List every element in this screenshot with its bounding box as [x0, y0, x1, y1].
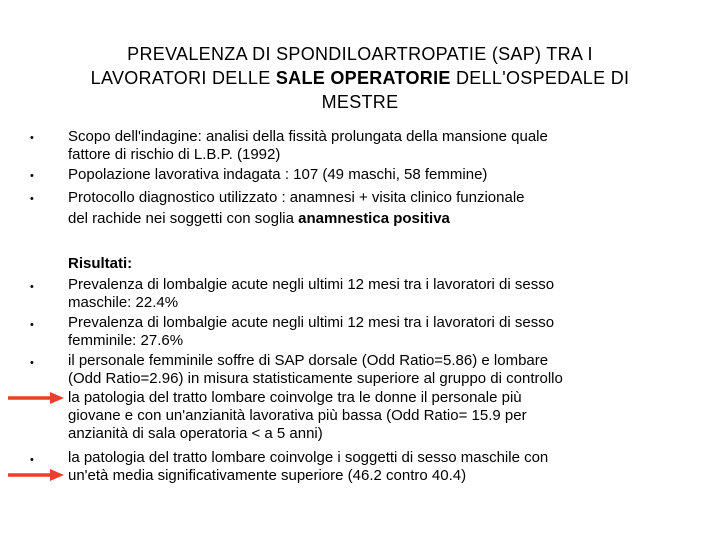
bullet: • — [30, 132, 34, 144]
red-arrow-icon — [8, 392, 64, 404]
bullet: • — [30, 193, 34, 205]
bullet: • — [30, 319, 34, 331]
title-line-3: MESTRE — [321, 92, 399, 112]
bullet: • — [30, 281, 34, 293]
title-line-1: PREVALENZA DI SPONDILOARTROPATIE (SAP) TRA I — [127, 44, 593, 64]
slide-title — [40, 42, 680, 114]
title-emphasis: SALE OPERATORIE — [275, 68, 451, 88]
protocol-emphasis: anamnestica positiva — [298, 210, 450, 227]
bullet: • — [30, 454, 34, 466]
bullet: • — [30, 170, 34, 182]
title-line-2: LAVORATORI DELLE SALE OPERATORIE DELL'OSPEDALE DI — [90, 68, 630, 88]
red-arrow-icon — [8, 469, 64, 481]
bullet: • — [30, 357, 34, 369]
